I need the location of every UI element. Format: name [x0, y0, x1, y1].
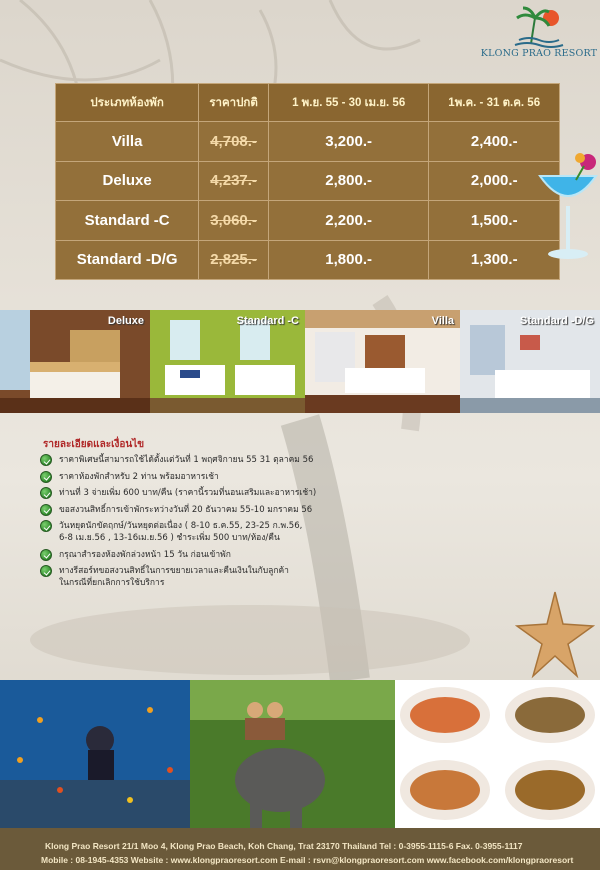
- cocktail-glass-image: [536, 146, 600, 266]
- room-photo-villa: [305, 310, 460, 413]
- list-item: [40, 549, 380, 561]
- check-icon: [40, 454, 52, 466]
- low-season-price: 1,500.-: [429, 201, 560, 241]
- conditions-list: [40, 454, 380, 594]
- list-item: [40, 471, 380, 483]
- conditions-title: รายละเอียดและเงื่อนไข: [43, 439, 145, 450]
- seafood-dishes-image: [395, 680, 600, 828]
- room-photo-deluxe: [0, 310, 150, 413]
- contact-line: Mobile : 08-1945-4353 Website : www.klongpraoresort.com E-mail : rsvn@klongpraoresort.com www.facebook.com/klongpraoresort: [41, 855, 574, 865]
- condition-text: ขอสงวนสิทธิ์การเข้าพักระหว่างวันที่ 20 ธันวาคม 55-10 มกราคม 56: [59, 504, 313, 515]
- photo-label: Standard -D/G: [520, 315, 594, 327]
- table-row: [56, 240, 560, 280]
- logo-text: KLONG PRAO RESORT: [480, 48, 598, 59]
- high-season-price: 2,800.-: [268, 161, 429, 201]
- header-normal-price: ราคาปกติ: [199, 84, 269, 122]
- elephant-trekking-image: [190, 680, 395, 828]
- table-row: [56, 201, 560, 241]
- condition-text: ราคาพิเศษนี้สามารถใช้ได้ตั้งแต่วันที่ 1 พฤศจิกายน 55 31 ตุลาคม 56: [59, 455, 314, 465]
- room-photo-standard-c: [150, 310, 305, 413]
- photo-label: Deluxe: [107, 315, 144, 327]
- condition-text: ทางรีสอร์ทขอสงวนสิทธิ์ในการขยายเวลาและคืนเงินในกับลูกค้า: [59, 566, 289, 576]
- room-photo-standard-dg: [460, 310, 600, 413]
- low-season-price: 1,300.-: [429, 240, 560, 280]
- low-season-price: 2,000.-: [429, 161, 560, 201]
- check-icon: [40, 504, 52, 516]
- high-season-price: 2,200.-: [268, 201, 429, 241]
- room-name: Standard -D/G: [56, 240, 199, 280]
- condition-text-cont: 6-8 เม.ย.56 , 13-16เม.ย.56 ) ชำระเพิ่ม 500 บาท/ห้อง/คืน: [59, 533, 280, 543]
- photo-label: Standard -C: [236, 315, 299, 327]
- condition-text-cont: ในกรณีที่ยกเลิกการใช้บริการ: [59, 578, 165, 588]
- room-name: Deluxe: [56, 161, 199, 201]
- header-low-season: 1พ.ค. - 31 ต.ค. 56: [429, 84, 560, 122]
- high-season-price: 1,800.-: [268, 240, 429, 280]
- header-room-type: ประเภทห้องพัก: [56, 84, 199, 122]
- room-name: Villa: [56, 122, 199, 162]
- normal-price: 4,237.-: [199, 161, 269, 201]
- diving-image: [0, 680, 190, 828]
- room-photo-strip: [0, 310, 600, 413]
- table-row: [56, 122, 560, 162]
- check-icon: [40, 549, 52, 561]
- check-icon: [40, 471, 52, 483]
- condition-text: ท่านที่ 3 จ่ายเพิ่ม 600 บาท/คืน (ราคานี้รวมที่นอนเสริมและอาหารเช้า): [59, 488, 317, 498]
- condition-text: ราคาห้องพักสำหรับ 2 ท่าน พร้อมอาหารเช้า: [59, 471, 219, 482]
- activity-photo-strip: [0, 680, 600, 828]
- check-icon: [40, 565, 52, 577]
- list-item: [40, 454, 380, 466]
- header-high-season: 1 พ.ย. 55 - 30 เม.ย. 56: [268, 84, 429, 122]
- address-line: Klong Prao Resort 21/1 Moo 4, Klong Prao Beach, Koh Chang, Trat 23170 Thailand Tel : 0-3955-1115-6 Fax. 0-3955-1117: [45, 841, 523, 851]
- palm-sun-logo-icon: [509, 4, 569, 48]
- resort-logo: [480, 4, 598, 74]
- normal-price: 4,708.-: [199, 122, 269, 162]
- list-item: [40, 565, 380, 589]
- normal-price: 3,060.-: [199, 201, 269, 241]
- list-item: [40, 487, 380, 499]
- normal-price: 2,825.-: [199, 240, 269, 280]
- check-icon: [40, 487, 52, 499]
- high-season-price: 3,200.-: [268, 122, 429, 162]
- condition-text: กรุณาสำรองห้องพักล่วงหน้า 15 วัน ก่อนเข้าพัก: [59, 549, 231, 560]
- table-row: [56, 161, 560, 201]
- list-item: [40, 520, 380, 544]
- starfish-image: [515, 590, 595, 680]
- room-name: Standard -C: [56, 201, 199, 241]
- check-icon: [40, 520, 52, 532]
- contact-footer: [0, 828, 600, 870]
- condition-text: วันหยุดนักขัตฤกษ์/วันหยุดต่อเนื่อง ( 8-10 ธ.ค.55, 23-25 ก.พ.56,: [59, 521, 303, 531]
- table-header-row: [56, 84, 560, 122]
- low-season-price: 2,400.-: [429, 122, 560, 162]
- list-item: [40, 504, 380, 516]
- room-price-table: [55, 83, 560, 280]
- photo-label: Villa: [431, 315, 454, 327]
